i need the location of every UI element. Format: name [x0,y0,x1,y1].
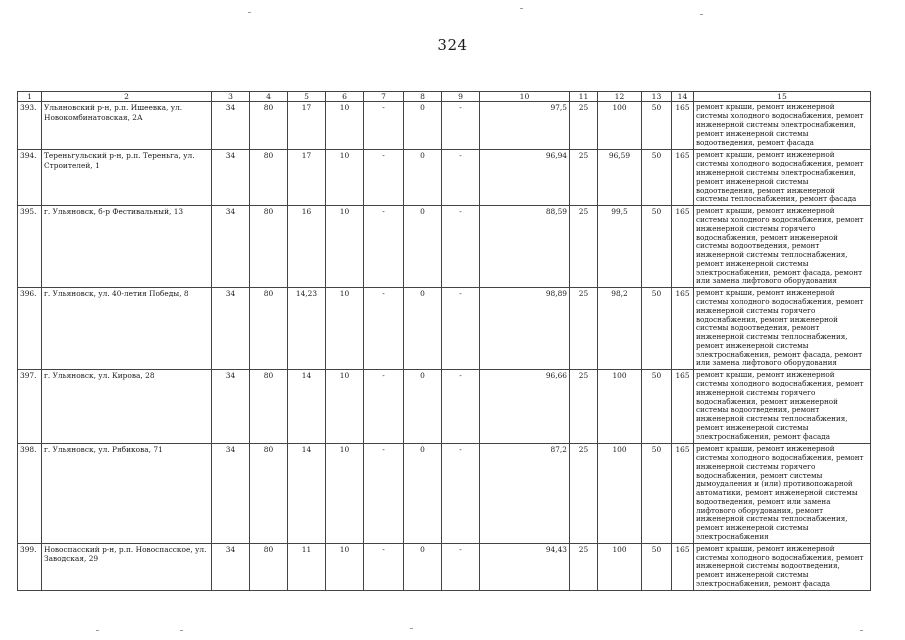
value-cell-c13: 50 [642,206,672,288]
row-number-cell: 397. [18,370,42,444]
value-cell-c4: 80 [250,370,288,444]
value-cell-c7: - [364,370,404,444]
table-row [18,150,871,206]
value-cell-c10: 96,94 [480,150,570,206]
value-cell-c11: 25 [570,206,598,288]
value-cell-c6: 10 [326,444,364,544]
scan-speck [700,14,703,15]
column-header-14: 14 [672,92,694,102]
column-header-3: 3 [212,92,250,102]
column-header-7: 7 [364,92,404,102]
column-header-10: 10 [480,92,570,102]
scan-speck [96,630,99,631]
scan-speck [248,12,251,13]
value-cell-c7: - [364,102,404,150]
table-row [18,444,871,544]
row-number-cell: 396. [18,288,42,370]
works-cell: ремонт крыши, ремонт инженерной системы холодного водоснабжения, ремонт инженерной системы горячего водоснабжения, ремонт инженерной системы водоотведения, ремонт инженерной системы теплоснабжения, ремонт инженерной системы электроснабжения, ремонт фасада, ремонт или замена лифтового оборудования [694,206,871,288]
column-header-2: 2 [42,92,212,102]
value-cell-c5: 16 [288,206,326,288]
value-cell-c5: 11 [288,543,326,590]
works-cell: ремонт крыши, ремонт инженерной системы холодного водоснабжения, ремонт инженерной системы водоотведения, ремонт инженерной системы электроснабжения, ремонт фасада [694,543,871,590]
scan-speck [410,628,413,629]
address-cell: Новоспасский р-н, р.п. Новоспасское, ул. Заводская, 29 [42,543,212,590]
table-row [18,543,871,590]
value-cell-c4: 80 [250,102,288,150]
table-header-row [18,92,871,102]
row-number-cell: 395. [18,206,42,288]
column-header-12: 12 [598,92,642,102]
value-cell-c9: - [442,206,480,288]
works-cell: ремонт крыши, ремонт инженерной системы холодного водоснабжения, ремонт инженерной системы горячего водоснабжения, ремонт инженерной системы водоотведения, ремонт инженерной системы теплоснабжения, ремонт инженерной системы электроснабжения, ремонт фасада, ремонт или замена лифтового оборудования [694,288,871,370]
value-cell-c12: 100 [598,444,642,544]
address-cell: г. Ульяновск, ул. Рябикова, 71 [42,444,212,544]
value-cell-c13: 50 [642,288,672,370]
value-cell-c3: 34 [212,150,250,206]
repair-table [17,91,871,591]
value-cell-c11: 25 [570,543,598,590]
value-cell-c6: 10 [326,150,364,206]
value-cell-c12: 100 [598,370,642,444]
value-cell-c4: 80 [250,206,288,288]
value-cell-c8: 0 [404,206,442,288]
column-header-1: 1 [18,92,42,102]
value-cell-c13: 50 [642,102,672,150]
row-number-cell: 393. [18,102,42,150]
value-cell-c9: - [442,543,480,590]
value-cell-c8: 0 [404,444,442,544]
value-cell-c5: 14 [288,370,326,444]
value-cell-c14: 165 [672,102,694,150]
works-cell: ремонт крыши, ремонт инженерной системы холодного водоснабжения, ремонт инженерной системы горячего водоснабжения, ремонт системы дымоудаления и (или) противопожарной автоматики, ремонт инженерной системы водоотведения, ремонт или замена лифтового оборудования, ремонт инженерной системы теплоснабжения, ремонт инженерной системы электроснабжения [694,444,871,544]
value-cell-c8: 0 [404,370,442,444]
value-cell-c6: 10 [326,543,364,590]
works-cell: ремонт крыши, ремонт инженерной системы холодного водоснабжения, ремонт инженерной системы электроснабжения, ремонт инженерной системы водоотведения, ремонт инженерной системы теплоснабжения, ремонт фасада [694,150,871,206]
value-cell-c12: 99,5 [598,206,642,288]
value-cell-c12: 100 [598,543,642,590]
row-number-cell: 394. [18,150,42,206]
page-number: 324 [437,36,468,54]
value-cell-c11: 25 [570,288,598,370]
value-cell-c8: 0 [404,543,442,590]
value-cell-c3: 34 [212,444,250,544]
value-cell-c7: - [364,206,404,288]
address-cell: Тереньгульский р-н, р.п. Тереньга, ул. Строителей, 1 [42,150,212,206]
value-cell-c12: 98,2 [598,288,642,370]
value-cell-c13: 50 [642,370,672,444]
value-cell-c3: 34 [212,543,250,590]
value-cell-c11: 25 [570,370,598,444]
value-cell-c13: 50 [642,444,672,544]
value-cell-c5: 14,23 [288,288,326,370]
value-cell-c14: 165 [672,150,694,206]
value-cell-c4: 80 [250,150,288,206]
value-cell-c7: - [364,288,404,370]
value-cell-c12: 96,59 [598,150,642,206]
address-cell: г. Ульяновск, ул. Кирова, 28 [42,370,212,444]
value-cell-c10: 87,2 [480,444,570,544]
table-row [18,102,871,150]
scan-speck [520,8,523,9]
value-cell-c7: - [364,444,404,544]
scan-speck [180,630,183,631]
column-header-13: 13 [642,92,672,102]
table-row [18,370,871,444]
value-cell-c4: 80 [250,288,288,370]
value-cell-c13: 50 [642,543,672,590]
value-cell-c9: - [442,370,480,444]
table-row [18,206,871,288]
value-cell-c9: - [442,150,480,206]
column-header-9: 9 [442,92,480,102]
value-cell-c12: 100 [598,102,642,150]
value-cell-c5: 17 [288,102,326,150]
row-number-cell: 398. [18,444,42,544]
value-cell-c6: 10 [326,206,364,288]
value-cell-c11: 25 [570,150,598,206]
value-cell-c10: 98,89 [480,288,570,370]
value-cell-c8: 0 [404,102,442,150]
row-number-cell: 399. [18,543,42,590]
value-cell-c9: - [442,444,480,544]
value-cell-c4: 80 [250,543,288,590]
value-cell-c6: 10 [326,370,364,444]
table-row [18,288,871,370]
column-header-15: 15 [694,92,871,102]
value-cell-c8: 0 [404,288,442,370]
value-cell-c3: 34 [212,206,250,288]
value-cell-c5: 17 [288,150,326,206]
value-cell-c9: - [442,288,480,370]
address-cell: г. Ульяновск, ул. 40-летия Победы, 8 [42,288,212,370]
value-cell-c14: 165 [672,288,694,370]
value-cell-c4: 80 [250,444,288,544]
address-cell: г. Ульяновск, б-р Фестивальный, 13 [42,206,212,288]
value-cell-c10: 96,66 [480,370,570,444]
value-cell-c7: - [364,150,404,206]
value-cell-c8: 0 [404,150,442,206]
value-cell-c7: - [364,543,404,590]
scan-speck [860,630,863,631]
value-cell-c14: 165 [672,444,694,544]
value-cell-c6: 10 [326,288,364,370]
value-cell-c10: 97,5 [480,102,570,150]
value-cell-c14: 165 [672,543,694,590]
value-cell-c6: 10 [326,102,364,150]
column-header-5: 5 [288,92,326,102]
column-header-6: 6 [326,92,364,102]
column-header-11: 11 [570,92,598,102]
value-cell-c10: 88,59 [480,206,570,288]
value-cell-c10: 94,43 [480,543,570,590]
value-cell-c9: - [442,102,480,150]
value-cell-c14: 165 [672,206,694,288]
column-header-4: 4 [250,92,288,102]
value-cell-c3: 34 [212,370,250,444]
value-cell-c3: 34 [212,288,250,370]
value-cell-c13: 50 [642,150,672,206]
address-cell: Ульяновский р-н, р.п. Ишеевка, ул. Новокомбинатовская, 2А [42,102,212,150]
value-cell-c11: 25 [570,102,598,150]
value-cell-c5: 14 [288,444,326,544]
works-cell: ремонт крыши, ремонт инженерной системы холодного водоснабжения, ремонт инженерной системы горячего водоснабжения, ремонт инженерной системы водоотведения, ремонт инженерной системы теплоснабжения, ремонт инженерной системы электроснабжения, ремонт фасада [694,370,871,444]
works-cell: ремонт крыши, ремонт инженерной системы холодного водоснабжения, ремонт инженерной системы электроснабжения, ремонт инженерной системы водоотведения, ремонт фасада [694,102,871,150]
value-cell-c3: 34 [212,102,250,150]
value-cell-c11: 25 [570,444,598,544]
column-header-8: 8 [404,92,442,102]
value-cell-c14: 165 [672,370,694,444]
